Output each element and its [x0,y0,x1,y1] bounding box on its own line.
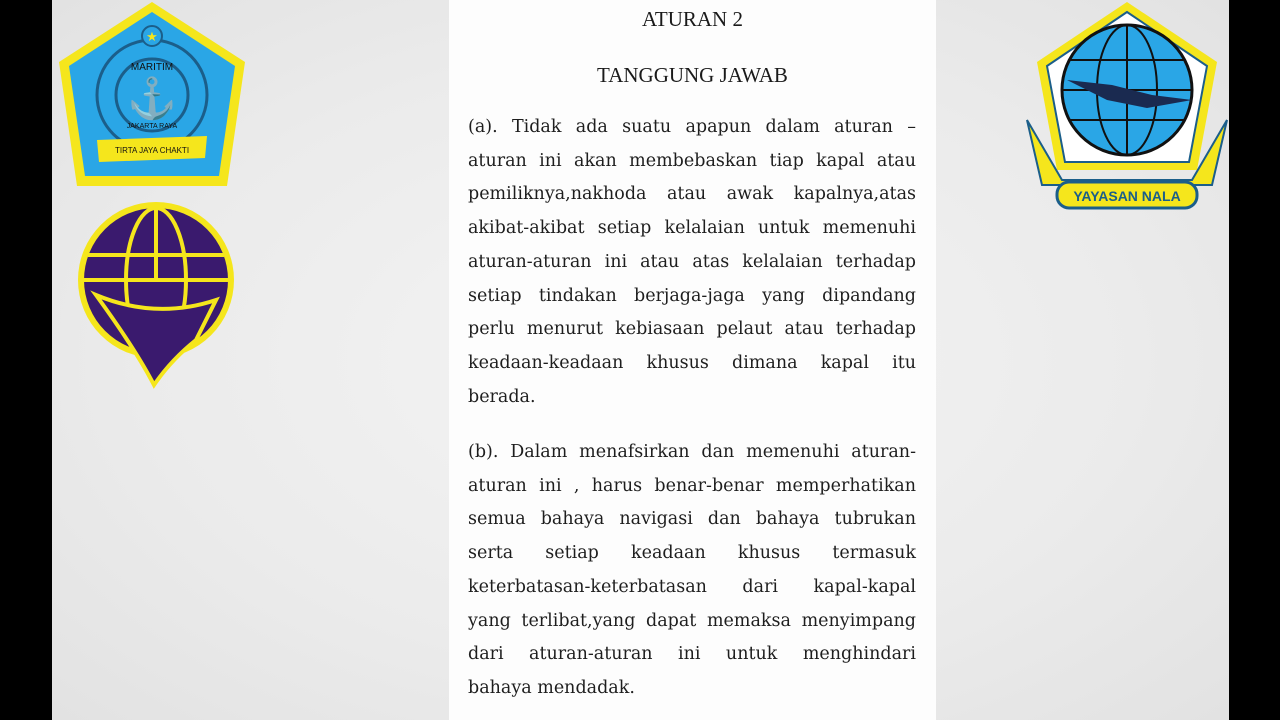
text-line: setiap tindakan berjaga-jaga yang dipandang [468,285,916,306]
text-line: keterbatasan-keterbatasan dari kapal-kapal [468,576,916,597]
text-line: perlu menurut kebiasaan pelaut atau terhadap [468,319,916,340]
svg-text:⚓: ⚓ [127,76,177,122]
yayasan-nala-ribbon-text: YAYASAN NALA [1073,188,1181,204]
document-page [449,0,936,720]
text-line: aturan ini , harus benar-benar memperhatikan [468,475,916,496]
text-line: akibat-akibat setiap kelalaian untuk memenuhi [468,218,916,239]
perhubungan-logo [76,200,241,390]
svg-text:TIRTA JAYA CHAKTI: TIRTA JAYA CHAKTI [114,146,190,155]
svg-text:★: ★ [146,30,158,45]
svg-text:MARITIM: MARITIM [130,62,174,73]
text-line: aturan ini akan membebaskan tiap kapal atau [468,150,916,171]
text-line: aturan-aturan ini atau atas kelalaian terhadap [468,251,916,272]
akademi-maritim-logo [57,0,247,190]
text-line: bahaya mendadak. [468,677,635,698]
text-line: serta setiap keadaan khusus termasuk [468,543,916,564]
rule-subheading: TANGGUNG JAWAB [597,63,788,87]
rule-heading: ATURAN 2 [642,7,743,31]
text-line: dari aturan-aturan ini untuk menghindari [468,644,916,665]
yayasan-nala-logo [1022,0,1232,215]
text-line: pemiliknya,nakhoda atau awak kapalnya,atas [468,184,916,205]
text-line: (b). Dalam menafsirkan dan memenuhi aturan- [468,442,916,462]
svg-text:JAKARTA RAYA: JAKARTA RAYA [126,123,178,130]
video-frame [52,0,1229,720]
text-line: semua bahaya navigasi dan bahaya tubrukan [468,509,916,530]
text-line: keadaan-keadaan khusus dimana kapal itu [468,352,916,373]
text-line: yang terlibat,yang dapat memaksa menyimpang [468,610,916,631]
text-line: berada. [468,386,536,407]
text-line: (a). Tidak ada suatu apapun dalam aturan – [468,117,916,137]
